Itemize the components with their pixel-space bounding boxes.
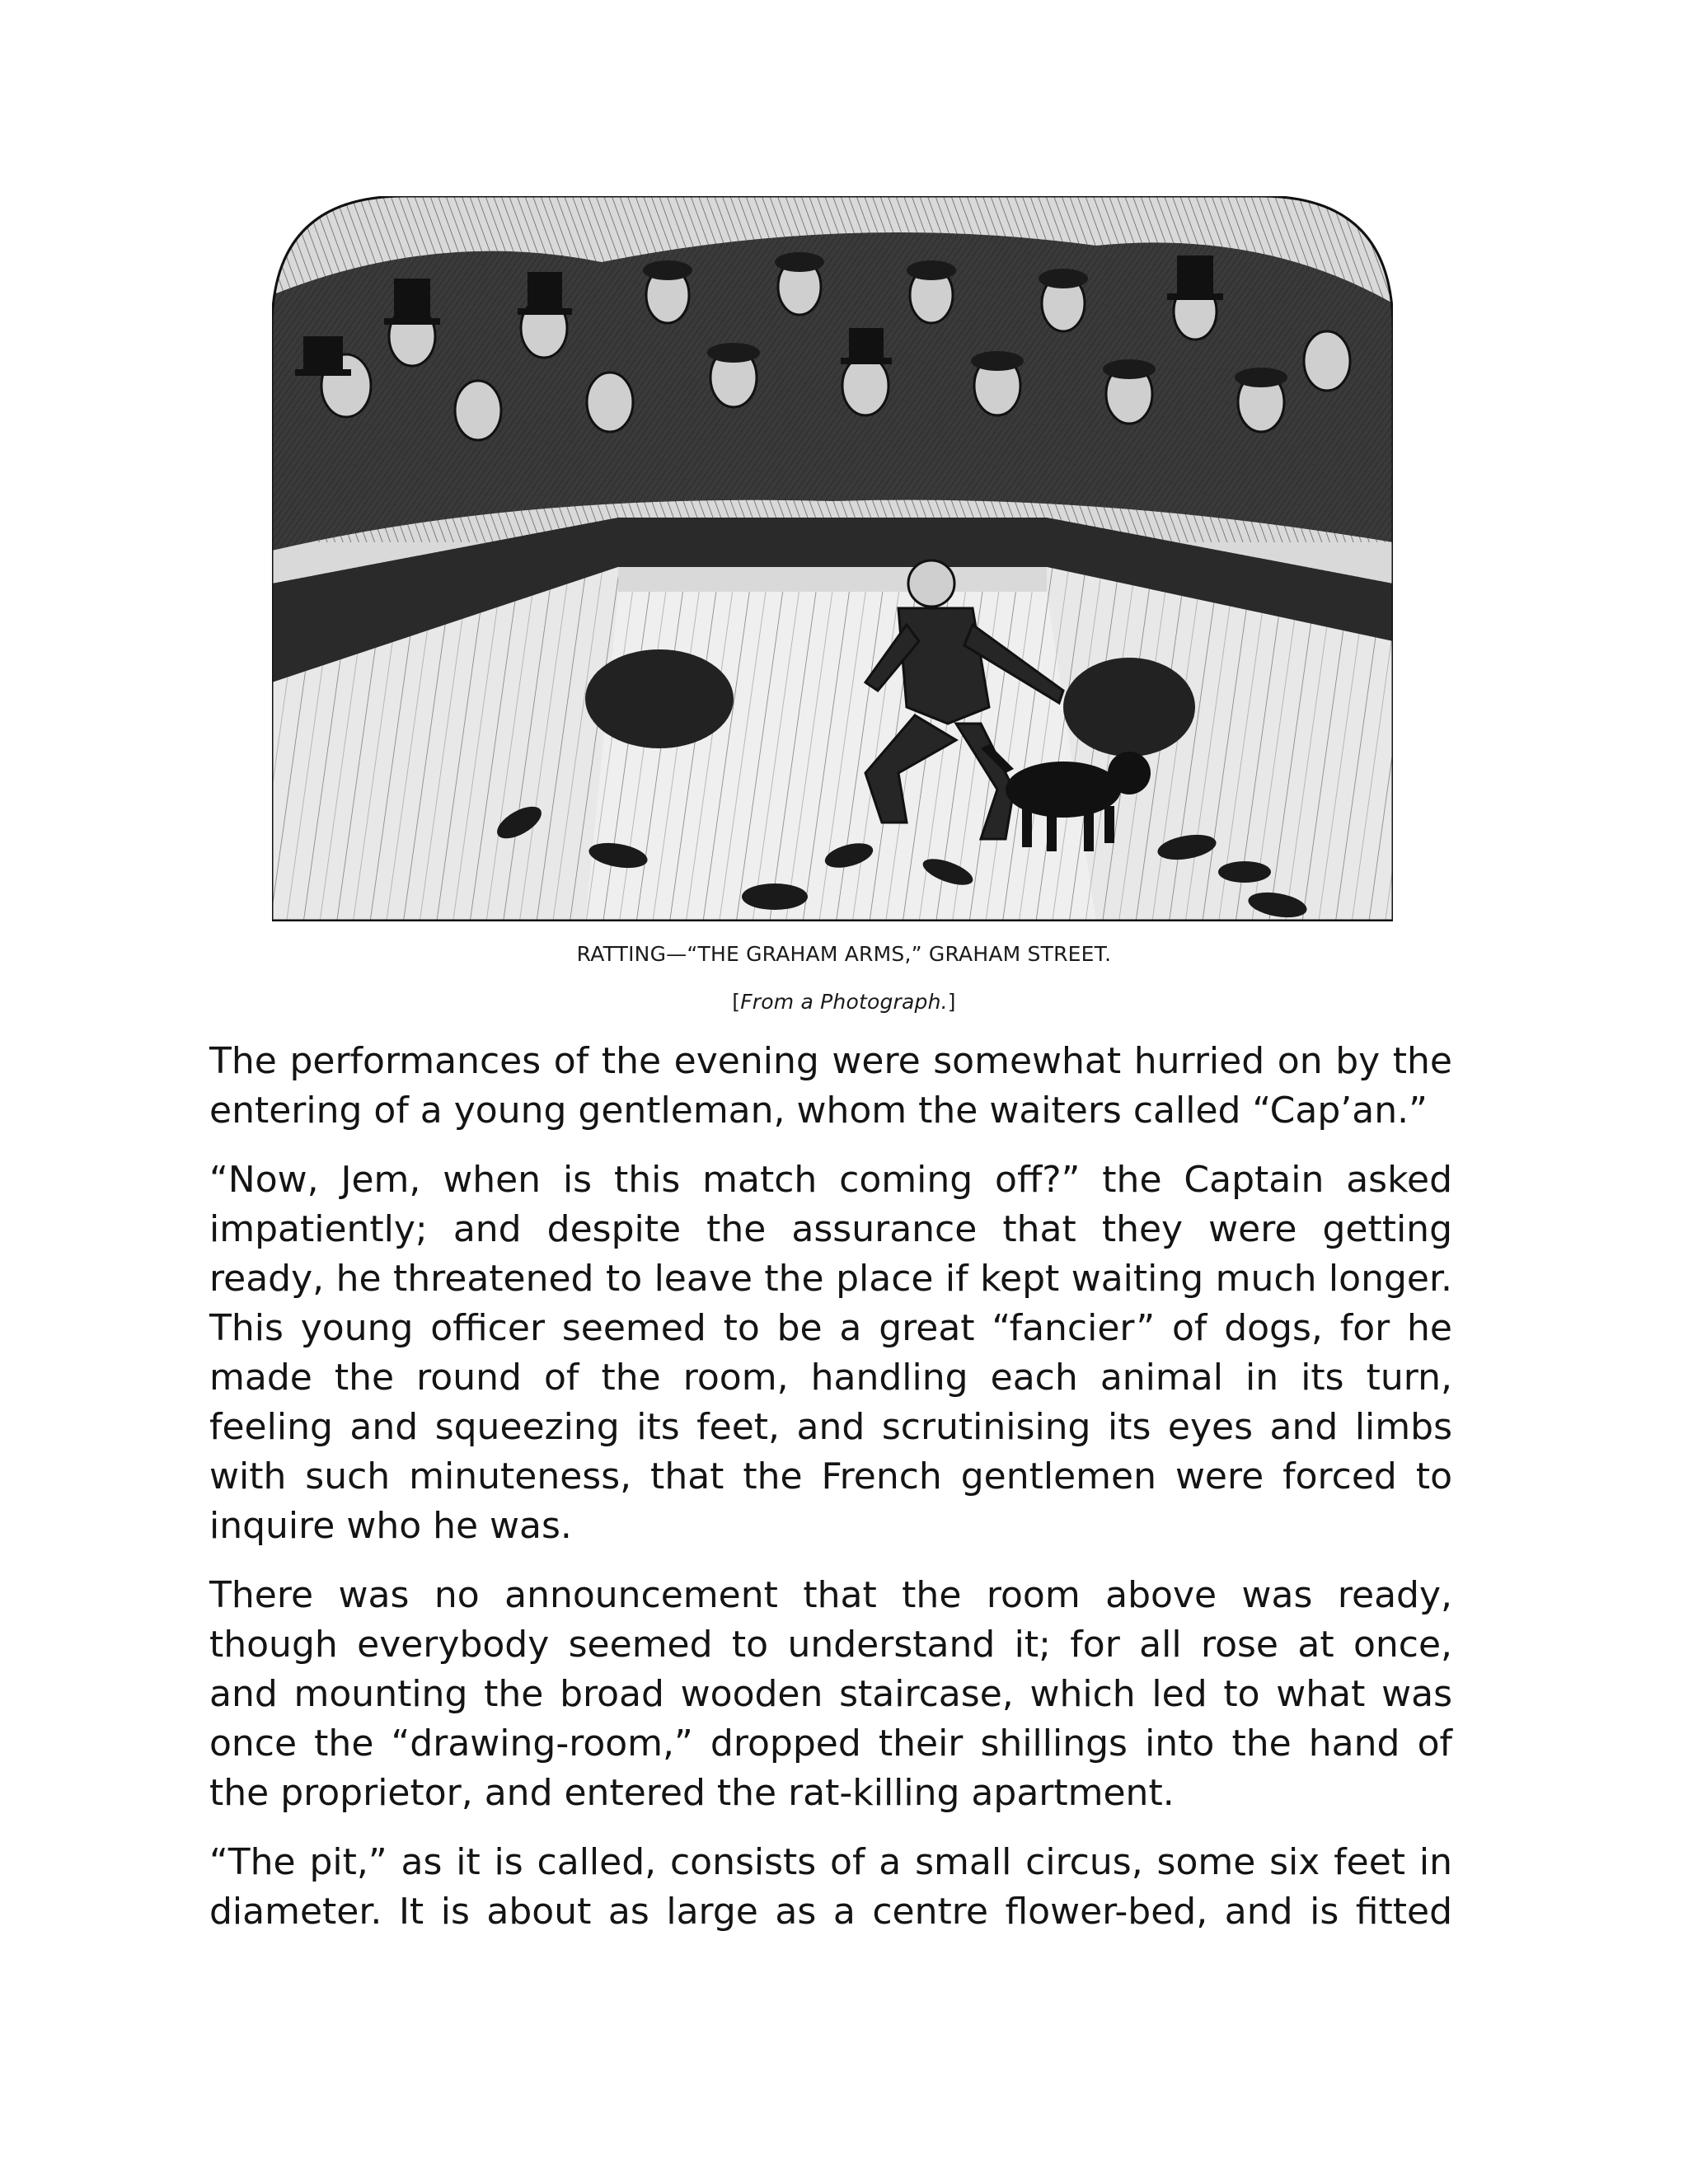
illustration-credit	[0, 990, 1688, 1014]
credit-open-bracket: [	[732, 990, 741, 1014]
paragraph-1: The performances of the evening were somewhat hurried on by the entering of a young gentleman, whom the waiters called “Cap’an.”	[209, 1040, 1452, 1132]
body-text	[209, 1037, 1452, 1957]
paragraph-4: “The pit,” as it is called, consists of a small circus, some six feet in diameter. It is about as large as a centre flower-bed, and is fitted	[209, 1841, 1452, 1933]
ratting-illustration	[272, 196, 1393, 921]
credit-text: From a Photograph.	[740, 990, 948, 1014]
illustration-caption: RATTING—“THE GRAHAM ARMS,” GRAHAM STREET.	[576, 942, 1112, 966]
engraving-image	[272, 196, 1393, 921]
paragraph-2: “Now, Jem, when is this match coming off?” the Captain asked impatiently; and despite the assurance that they were getting ready, he threatened to leave the place if kept waiting much longer. This young officer seemed to be a great “fancier” of dogs, for he made the round of the room, handling each animal in its turn, feeling and squeezing its feet, and scrutinising its eyes and limbs with such minuteness, that the French gentlemen were forced to inquire who he was.	[209, 1159, 1452, 1547]
credit-close-bracket: ]	[947, 990, 956, 1014]
paragraph-3: There was no announcement that the room above was ready, though everybody seemed to understand it; for all rose at once, and mounting the broad wooden staircase, which led to what was once the “drawing-room,” dropped their shillings into the hand of the proprietor, and entered the rat-killing apartment.	[209, 1574, 1452, 1814]
